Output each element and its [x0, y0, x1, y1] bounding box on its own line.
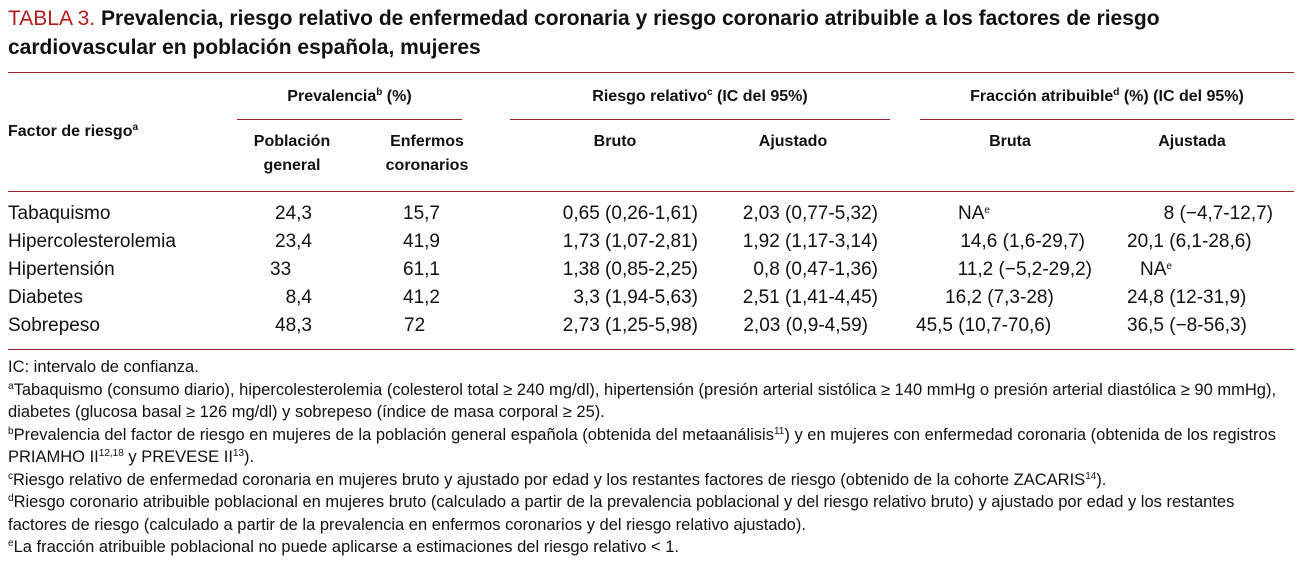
row-rr-ajustado: 2,03 (0,77-5,32)	[742, 203, 878, 224]
table-bottom-rule	[8, 349, 1294, 350]
header-riesgo: Riesgo relativo$^c$ (IC del 95%)	[592, 87, 808, 105]
row-fa-ajustada: 20,1 (6,1-28,6)	[1127, 231, 1252, 252]
header-bruta: Bruta	[989, 133, 1031, 150]
row-prev-poblacion: 48,3	[275, 315, 312, 336]
header-prevalencia: Prevalencia$^b$ (%)	[287, 87, 412, 105]
footnote-c: $^c$Riesgo relativo de enfermedad coronaria en mujeres bruto y ajustado por edad y los restantes factores de riesgo (obtenido de la cohorte ZACARIS$^{14}$).	[8, 470, 1107, 489]
top-rule	[8, 72, 1294, 73]
table-title-text: Prevalencia, riesgo relativo de enfermedad coronaria y riesgo coronario atribuible a los factores de riesgo cardiovascular en población española, mujeres	[8, 7, 1160, 59]
header-ajustada: Ajustada	[1158, 133, 1226, 150]
fraccion-subrule	[920, 119, 1294, 120]
row-prev-enfermos: 41,9	[403, 231, 440, 252]
row-prev-poblacion: 23,4	[275, 231, 312, 252]
row-rr-ajustado: 1,92 (1,17-3,14)	[742, 231, 878, 252]
row-factor: Tabaquismo	[8, 203, 111, 224]
header-poblacion-general: Población general	[253, 133, 331, 174]
footnote-b: $^b$Prevalencia del factor de riesgo en mujeres de la población general española (obtenida del metaanálisis$^{11}$) y en mujeres con enfermedad coronaria (obtenida de los registros PRIAMHO II$^{12,18}$ y PREVESE II$^{13}$).	[8, 425, 1276, 466]
header-ajustado: Ajustado	[758, 133, 828, 150]
row-rr-ajustado: 2,51 (1,41-4,45)	[742, 287, 878, 308]
row-prev-enfermos: 15,7	[403, 203, 440, 224]
riesgo-subrule	[510, 119, 890, 120]
footnote-a: $^a$Tabaquismo (consumo diario), hipercolesterolemia (colesterol total ≥ 240 mg/dl), hipertensión (presión arterial sistólica ≥ 140 mmHg o presión arterial diastólica ≥ 90 mmHg), diabetes (glucosa basal ≥ 126 mg/dl) y sobrepeso (índice de masa corporal ≥ 25).	[8, 380, 1277, 421]
row-factor: Diabetes	[8, 287, 83, 308]
row-rr-ajustado: 0,8 (0,47-1,36)	[753, 259, 878, 280]
row-prev-enfermos: 72	[404, 315, 426, 336]
footnote-e: $^e$La fracción atribuible poblacional no puede aplicarse a estimaciones del riesgo relativo < 1.	[8, 538, 680, 556]
header-bottom-rule	[8, 191, 1294, 192]
row-fa-bruta: 45,5 (10,7-70,6)	[916, 315, 1052, 336]
header-bruto: Bruto	[593, 133, 637, 150]
row-rr-bruto: 1,73 (1,07-2,81)	[562, 231, 698, 252]
row-factor: Sobrepeso	[8, 315, 100, 336]
row-prev-poblacion: 8,4	[285, 287, 312, 308]
row-rr-ajustado: 2,03 (0,9-4,59)	[743, 315, 868, 336]
row-prev-enfermos: 41,2	[403, 287, 440, 308]
table-title	[8, 4, 1293, 62]
footnote-ic: IC: intervalo de confianza.	[8, 358, 199, 376]
row-rr-bruto: 1,38 (0,85-2,25)	[562, 259, 698, 280]
row-fa-ajustada: 36,5 (−8-56,3)	[1127, 315, 1247, 336]
header-factor: Factor de riesgo$^a$	[8, 122, 139, 140]
header-enfermos-coronarios: Enfermos coronarios	[385, 133, 469, 174]
table-footnotes	[8, 356, 1296, 559]
row-factor: Hipertensión	[8, 259, 115, 280]
row-fa-bruta: 16,2 (7,3-28)	[945, 287, 1054, 308]
row-fa-ajustada: $NA^e$	[1140, 259, 1172, 280]
row-fa-ajustada: 8 (−4,7-12,7)	[1163, 203, 1273, 224]
header-fraccion: Fracción atribuible$^d$ (%) (IC del 95%)	[970, 87, 1244, 105]
row-fa-ajustada: 24,8 (12-31,9)	[1127, 287, 1247, 308]
row-rr-bruto: 2,73 (1,25-5,98)	[562, 315, 698, 336]
footnote-d: $^d$Riesgo coronario atribuible poblacional en mujeres bruto (calculado a partir de la prevalencia poblacional y del riesgo relativo bruto) y ajustado por edad y los restantes factores de riesgo (calculado a partir de la prevalencia en enfermos coronarios y del riesgo relativo ajustado).	[8, 493, 1235, 534]
row-factor: Hipercolesterolemia	[8, 231, 176, 252]
row-prev-poblacion: 33	[270, 259, 292, 280]
row-fa-bruta: 14,6 (1,6-29,7)	[960, 231, 1085, 252]
table-label: TABLA 3.	[8, 7, 96, 30]
row-fa-bruta: $NA^e$	[958, 203, 990, 224]
row-fa-bruta: 11,2 (−5,2-29,2)	[957, 259, 1092, 280]
row-prev-poblacion: 24,3	[275, 203, 312, 224]
row-prev-enfermos: 61,1	[403, 259, 440, 280]
prevalencia-subrule	[237, 119, 462, 120]
row-rr-bruto: 3,3 (1,94-5,63)	[573, 287, 698, 308]
row-rr-bruto: 0,65 (0,26-1,61)	[562, 203, 698, 224]
